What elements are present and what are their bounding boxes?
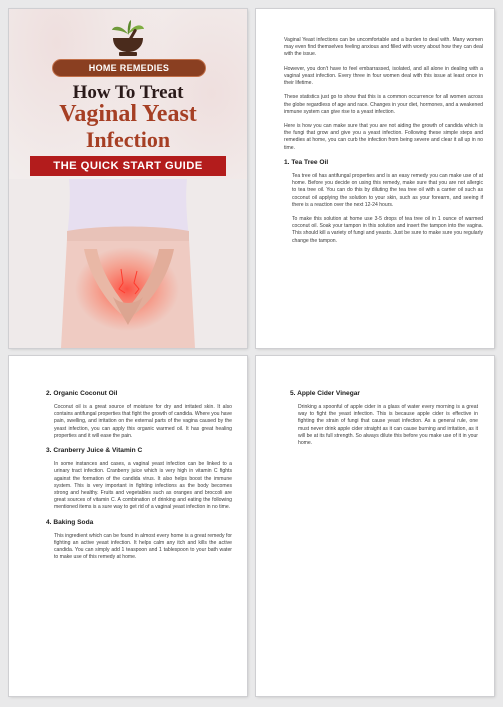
- section-heading-cranberry-juice: 3. Cranberry Juice & Vitamin C: [46, 447, 143, 455]
- mortar-pestle-herbs-icon: [107, 20, 149, 58]
- page-2: [256, 9, 494, 348]
- apple-cider-paragraph: Drinking a spoonful of apple cider in a glass of water every morning is a great way to fight the yeast infection. This is because apple cider is effective in fighting the strain of fungi that cause yeast infection. As a general rule, one must never drink apple cider straight as it can cause burning and irritation, as it will be at its full strength. So always dilute this before you make use of it in your home.: [298, 404, 478, 447]
- home-remedies-badge: HOME REMEDIES: [52, 59, 206, 77]
- section-heading-apple-cider-vinegar: 5. Apple Cider Vinegar: [290, 390, 360, 397]
- cover-page: [9, 9, 247, 348]
- page-2-content: [284, 37, 483, 252]
- cover-title-line-2: Vaginal Yeast: [59, 101, 197, 127]
- page-3: [9, 356, 247, 696]
- baking-soda-paragraph: This ingredient which can be found in almost every home is a great remedy for fighting an active yeast infection. It helps calm any itch and kills the active candida. You can simply add 1 teaspoon and 1 tablespoon to your bath water to make use of this remedy at home.: [54, 532, 232, 561]
- quick-start-guide-banner: THE QUICK START GUIDE: [30, 156, 226, 176]
- tea-tree-paragraph-2: To make this solution at home use 3-5 drops of tea tree oil in 1 ounce of warmed coconut oil. Soak your tampon in this solution and insert the tampon into the vagina. This should kill a variety of fungi and yeasts. Just be sure to make sure you regularly change the tampon.: [292, 215, 483, 244]
- intro-paragraph-1: Vaginal Yeast infections can be uncomfortable and a burden to deal with. Many women may even find themselves feeling anxious and filled with worry about how they can deal with the issue.: [284, 37, 483, 58]
- intro-paragraph-4: Here is how you can make sure that you are not aiding the growth of candida which is the fungi that grow and give you a yeast infection. Following these simple steps and remedies at home, you can curb the infection from being severe and clear it all up in no time.: [284, 122, 483, 151]
- tea-tree-paragraph-1: Tea tree oil has antifungal properties and is an easy remedy you can make use of at home. Before you decide on using this remedy, make sure that you are not allergic to tea tree oil. You can do this by diluting the tea tree oil with a carrier oil such as coconut oil applying the solution to your skin, such as your forearm, and seeing if there is a reaction over the next 12-24 hours.: [292, 172, 483, 208]
- cover-title-line-1: How To Treat: [72, 82, 184, 103]
- section-heading-tea-tree-oil: 1. Tea Tree Oil: [284, 158, 329, 166]
- page-3-content: [46, 384, 232, 569]
- page-4: [256, 356, 494, 696]
- cover-photo: [9, 179, 247, 348]
- intro-paragraph-2: However, you don't have to feel embarrassed, isolated, and all alone in dealing with a vaginal yeast infection. Every three in four women deal with this issue at least once in their lifetime.: [284, 65, 483, 87]
- page-4-content: [290, 384, 478, 454]
- cranberry-juice-paragraph: In some instances and cases, a vaginal yeast infection can be linked to a urinary tract infection. Cranberry juice which is very high in vitamin C fights against the formation of the candida virus. It also helps boost the immune system. This is very important in fighting infections as the body becomes strong and healthy. Fruits and vegetables such as oranges and broccoli are great sources of vitamin C. A combination of drinking and eating the following mentioned items is a sure way to get rid of a vaginal yeast infection in no time.: [54, 461, 232, 511]
- cover-title-line-3: Infection: [85, 127, 171, 152]
- coconut-oil-paragraph: Coconut oil is a great source of moisture for dry and irritated skin. It also contains antifungal properties that fight the growth of candida. Where you have pain, swelling, and irritation on the external parts of the vagina caused by the yeast infection, you can apply this organic warmed oil. It has great healing properties and it will ease the pain.: [54, 404, 232, 439]
- intro-paragraph-3: These statistics just go to show that this is a common occurrence for all women across the globe regardless of age and race. Changes in your diet, hormones, and a weakened immune system can give rise to a yeast infection.: [284, 94, 483, 115]
- section-heading-coconut-oil: 2. Organic Coconut Oil: [46, 390, 118, 397]
- section-heading-baking-soda: 4. Baking Soda: [46, 518, 94, 526]
